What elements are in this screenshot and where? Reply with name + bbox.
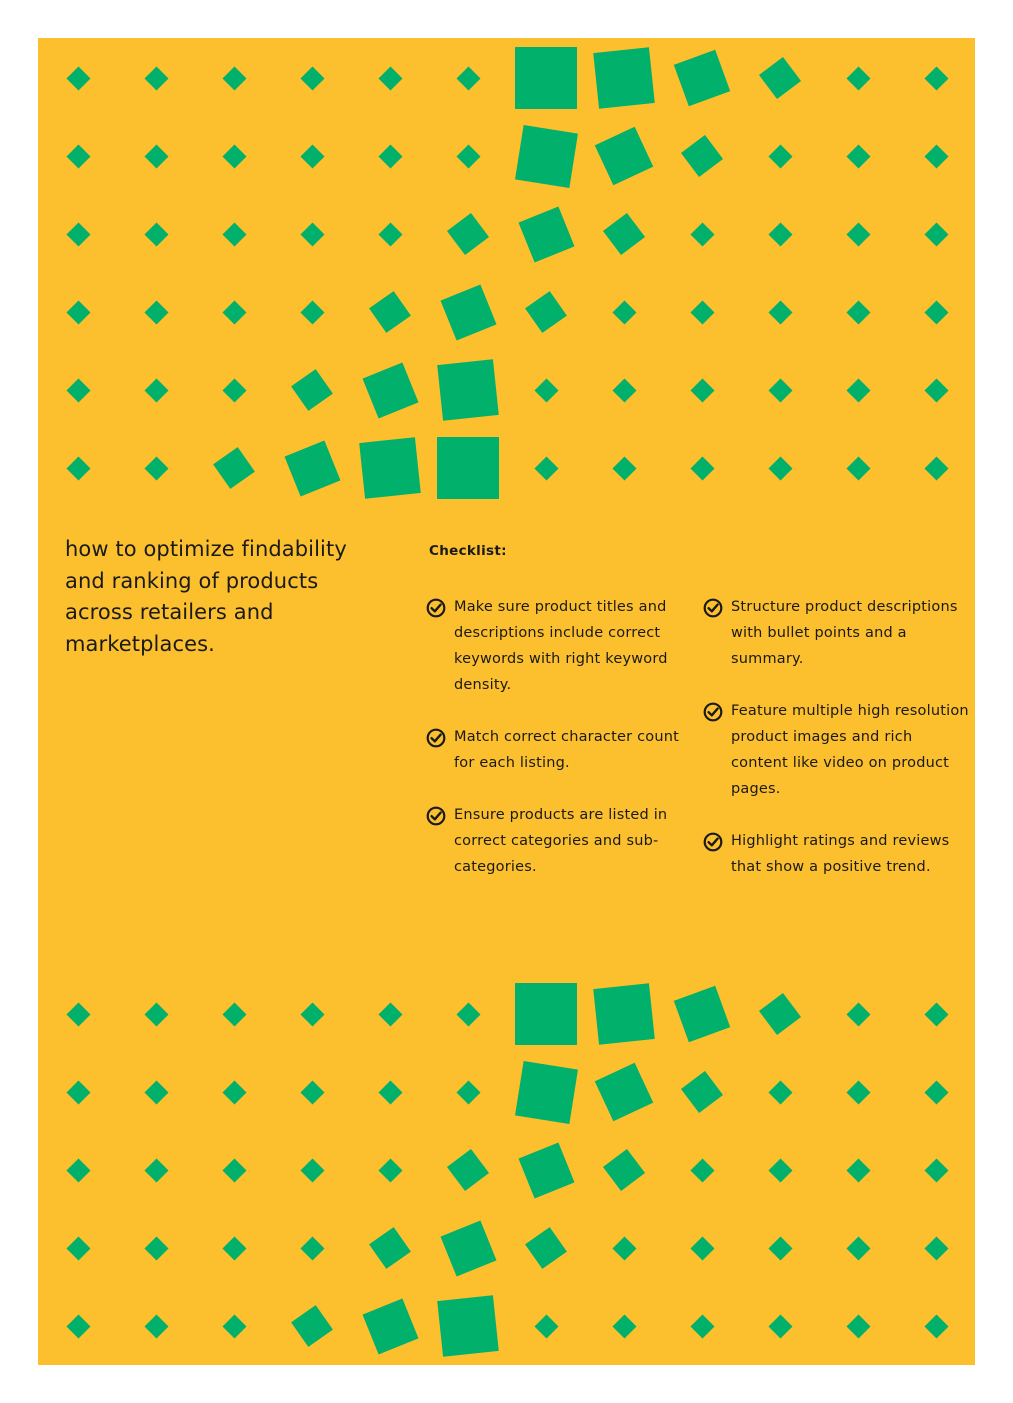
decorative-diamond [300,1158,324,1182]
decorative-diamond [378,144,402,168]
decorative-diamond [456,1080,480,1104]
decorative-square [593,47,655,109]
decorative-square [284,440,340,496]
decorative-diamond [378,66,402,90]
decorative-square [437,437,499,499]
decorative-diamond [924,144,948,168]
decorative-diamond [222,222,246,246]
decorative-diamond [378,1158,402,1182]
decorative-square [603,1149,645,1191]
decorative-diamond [144,300,168,324]
decorative-square [213,447,255,489]
decorative-diamond [924,456,948,480]
decorative-diamond [924,66,948,90]
decorative-diamond [534,378,558,402]
decorative-square [447,213,489,255]
check-circle-icon [426,806,446,826]
decorative-diamond [846,300,870,324]
decorative-square [518,206,574,262]
checklist-item-text: Make sure product titles and descriptions include correct keywords with right keyword density. [454,599,668,693]
decorative-diamond [612,1314,636,1338]
decorative-square [437,359,499,421]
decorative-diamond [768,456,792,480]
checklist-item [701,594,973,672]
decorative-diamond [222,144,246,168]
decorative-diamond [144,1002,168,1026]
decorative-square [515,983,577,1045]
decorative-diamond [144,1080,168,1104]
decorative-diamond [846,1002,870,1026]
checklist-item-text: Highlight ratings and reviews that show a positive trend. [731,833,950,875]
decorative-diamond [66,222,90,246]
decorative-diamond [222,1236,246,1260]
decorative-diamond [924,1314,948,1338]
checklist-title: Checklist: [429,543,507,559]
decorative-diamond [690,222,714,246]
decorative-diamond [690,1236,714,1260]
decorative-diamond [846,378,870,402]
decorative-diamond [690,1158,714,1182]
decorative-diamond [456,144,480,168]
checklist-item-text: Match correct character count for each listing. [454,729,679,771]
decorative-square [359,437,421,499]
decorative-diamond [612,300,636,324]
checklist-item-text: Ensure products are listed in correct categories and sub-categories. [454,807,668,875]
decorative-square [674,50,730,106]
decorative-diamond [846,222,870,246]
decorative-square [369,291,411,333]
decorative-diamond [300,1080,324,1104]
decorative-diamond [144,1236,168,1260]
check-circle-icon [426,728,446,748]
check-circle-icon [703,832,723,852]
decorative-diamond [612,378,636,402]
decorative-diamond [222,1158,246,1182]
decorative-diamond [222,378,246,402]
decorative-square [518,1142,574,1198]
check-circle-icon [426,598,446,618]
decorative-diamond [768,378,792,402]
decorative-square [515,47,577,109]
decorative-square [362,1298,418,1354]
decorative-diamond [690,300,714,324]
decorative-diamond [66,1236,90,1260]
decorative-diamond [846,1236,870,1260]
decorative-square [291,1305,333,1347]
decorative-diamond [768,1314,792,1338]
decorative-diamond [456,66,480,90]
decorative-diamond [144,456,168,480]
decorative-diamond [846,1080,870,1104]
decorative-square [515,125,578,188]
decorative-diamond [222,1002,246,1026]
checklist-column-right [701,594,973,906]
checklist-column-left [424,594,686,906]
decorative-square [525,291,567,333]
decorative-diamond [924,1158,948,1182]
decorative-square [437,1295,499,1357]
decorative-diamond [144,144,168,168]
decorative-diamond [144,222,168,246]
decorative-diamond [924,378,948,402]
decorative-diamond [690,1314,714,1338]
decorative-diamond [66,1080,90,1104]
decorative-diamond [144,66,168,90]
decorative-square [759,993,801,1035]
decorative-diamond [768,222,792,246]
decorative-square [369,1227,411,1269]
checklist-item-text: Structure product descriptions with bullet points and a summary. [731,599,958,667]
decorative-diamond [300,300,324,324]
checklist-item-text: Feature multiple high resolution product images and rich content like video on product pages. [731,703,969,797]
decorative-diamond [924,1080,948,1104]
decorative-diamond [846,1314,870,1338]
decorative-square [603,213,645,255]
decorative-diamond [66,378,90,402]
checklist-item [424,594,686,698]
decorative-diamond [846,1158,870,1182]
decorative-diamond [66,1158,90,1182]
decorative-square [681,1071,723,1113]
decorative-square [593,983,655,1045]
decorative-square [595,1063,653,1121]
decorative-diamond [66,456,90,480]
decorative-square [291,369,333,411]
decorative-square [525,1227,567,1269]
decorative-diamond [144,1314,168,1338]
decorative-square [362,362,418,418]
decorative-diamond [612,1236,636,1260]
decorative-diamond [378,222,402,246]
decorative-diamond [378,1080,402,1104]
decorative-diamond [300,66,324,90]
decorative-diamond [768,1080,792,1104]
decorative-diamond [456,1002,480,1026]
decorative-square [759,57,801,99]
decorative-diamond [534,456,558,480]
decorative-diamond [300,222,324,246]
checklist-item [424,802,686,880]
headline: how to optimize findability and ranking of products across retailers and marketplaces. [65,537,347,656]
decorative-square [681,135,723,177]
decorative-diamond [690,456,714,480]
decorative-diamond [924,300,948,324]
decorative-square [440,284,496,340]
decorative-diamond [66,300,90,324]
decorative-diamond [768,1236,792,1260]
decorative-square [447,1149,489,1191]
decorative-diamond [924,222,948,246]
check-circle-icon [703,598,723,618]
decorative-diamond [66,1314,90,1338]
page-panel [38,38,975,1365]
decorative-diamond [924,1002,948,1026]
decorative-square [595,127,653,185]
decorative-diamond [222,1314,246,1338]
decorative-square [674,986,730,1042]
decorative-square [515,1061,578,1124]
decorative-diamond [378,1002,402,1026]
checklist-item [701,828,973,880]
decorative-diamond [66,66,90,90]
checklist-item [701,698,973,802]
decorative-diamond [144,378,168,402]
decorative-diamond [222,66,246,90]
decorative-diamond [534,1314,558,1338]
decorative-diamond [846,144,870,168]
decorative-diamond [612,456,636,480]
checklist-item [424,724,686,776]
decorative-diamond [66,1002,90,1026]
decorative-diamond [768,1158,792,1182]
decorative-diamond [846,66,870,90]
decorative-diamond [144,1158,168,1182]
decorative-diamond [768,300,792,324]
decorative-diamond [300,144,324,168]
decorative-diamond [222,300,246,324]
decorative-diamond [690,378,714,402]
decorative-square-pattern-bottom [38,974,975,1365]
check-circle-icon [703,702,723,722]
decorative-diamond [300,1236,324,1260]
decorative-diamond [300,1002,324,1026]
decorative-diamond [846,456,870,480]
decorative-square-pattern-top [38,38,975,508]
decorative-diamond [66,144,90,168]
decorative-square [440,1220,496,1276]
decorative-diamond [924,1236,948,1260]
decorative-diamond [222,1080,246,1104]
decorative-diamond [768,144,792,168]
